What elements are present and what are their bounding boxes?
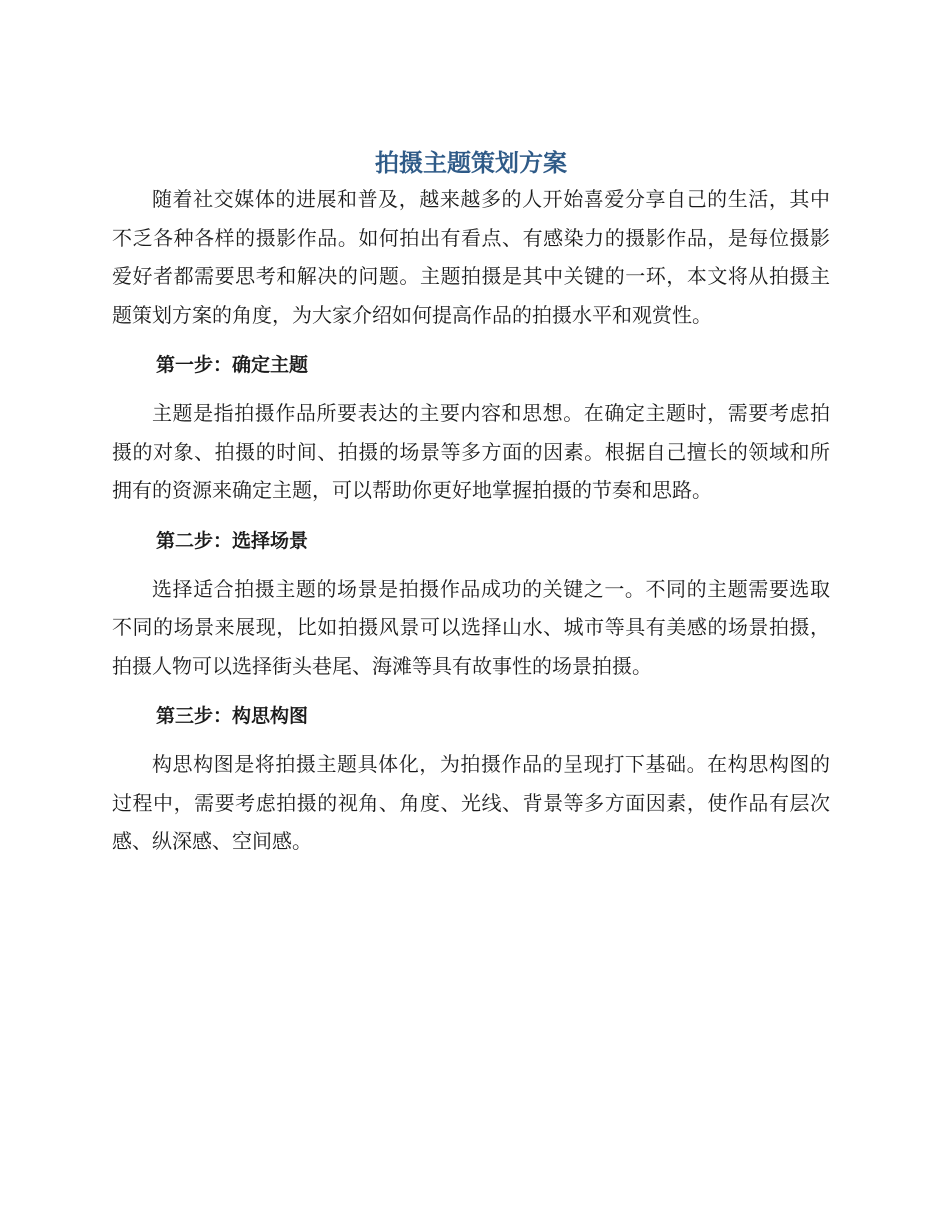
section-heading-step-2: 第二步：选择场景 (156, 529, 309, 552)
section-heading-step-3: 第三步：构思构图 (156, 705, 309, 727)
intro-paragraph: 随着社交媒体的进展和普及，越来越多的人开始喜爱分享自己的生活，其中不乏各种各样的摄影作品。如何拍出有看点、有感染力的摄影作品，是每位摄影爱好者都需要思考和解决的问题。主题拍摄是其中关键的一环，本文将从拍摄主题策划方案的角度，为大家介绍如何提高作品的拍摄水平和观赏性。 (112, 187, 830, 327)
section-heading-step-1: 第一步：确定主题 (156, 354, 309, 376)
section-body-step-2: 选择适合拍摄主题的场景是拍摄作品成功的关键之一。不同的主题需要选取不同的场景来展现，比如拍摄风景可以选择山水、城市等具有美感的场景拍摄，拍摄人物可以选择街头巷尾、海滩等具有故事性的场景拍摄。 (112, 576, 830, 678)
section-body-step-1: 主题是指拍摄作品所要表达的主要内容和思想。在确定主题时，需要考虑拍摄的对象、拍摄的时间、拍摄的场景等多方面的因素。根据自己擅长的领域和所拥有的资源来确定主题，可以帮助你更好地掌握拍摄的节奏和思路。 (112, 401, 830, 502)
document-title: 拍摄主题策划方案 (375, 149, 567, 177)
document-page (112, 146, 830, 861)
section-body-step-3: 构思构图是将拍摄主题具体化，为拍摄作品的呈现打下基础。在构思构图的过程中，需要考虑拍摄的视角、角度、光线、背景等多方面因素，使作品有层次感、纵深感、空间感。 (112, 752, 830, 853)
